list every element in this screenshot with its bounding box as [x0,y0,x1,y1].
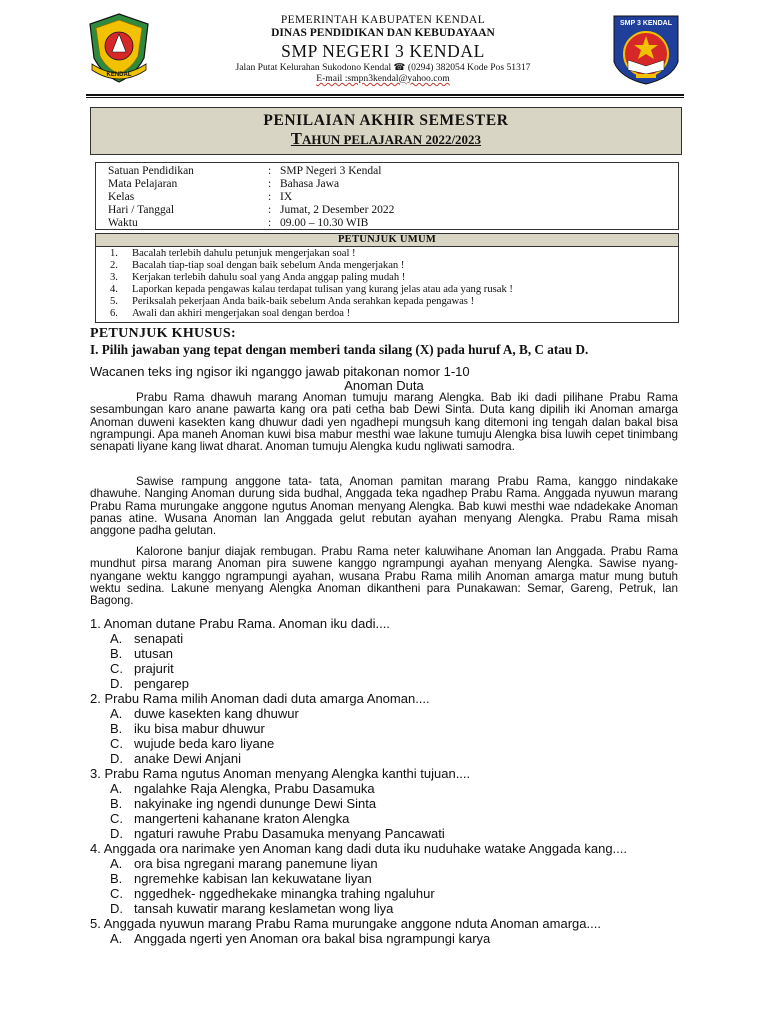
school-name: SMP NEGERI 3 KENDAL [281,41,485,61]
government-name: PEMERINTAH KABUPATEN KENDAL [280,14,486,26]
answer-option[interactable]: D. tansah kuwatir marang keslametan wong liya [110,901,394,916]
instruction-item: 3. Kerjakan terlebih dahulu soal yang Anda anggap paling mudah ! [110,272,406,283]
question: 4. Anggada ora narimake yen Anoman kang dadi duta iku nuduhake watake Anggada kang.... [90,841,628,856]
exam-title: PENILAIAN AKHIR SEMESTER [263,112,509,129]
story-paragraph: Prabu Rama dhawuh marang Anoman tumuju marang Alengka. Bab iki dadi pilihane Prabu Rama sesambungan karo anane pawarta kang ora pati cetha bab Dewi Sinta. Duta kang dipilih iki Anoman amarga Anoman duweni kasekten kang dhuwur dadi yen ngadhepi mungsuh kang ditemoni ing tengah dalan bakal bisa ngrampungi. Apa maneh Anoman kuwi bisa mabur mesthi wae lakune tumuju Alengka bisa luwih cepet tinimbang senapati liyane kang liwat dharat. Anoman tumuju Alengka kudu ngliwati samodra. [90,391,678,454]
info-row: Waktu : 09.00 – 10.30 WIB [108,217,369,229]
answer-option[interactable]: B. ngremehke kabisan lan kekuwatane liyan [110,871,372,886]
story-paragraph: Sawise rampung anggone tata- tata, Anoman pamitan marang Prabu Rama, kanggo nindakake dhawuhe. Nanging Anoman durung sida budhal, Anggada teka ngadhep Prabu Rama. Anggada nyuwun marang Prabu Rama murungake anggone ngutus Anoman menyang Alengka. Bab kuwi mesthi wae ndadekake Anoman panas atine. Wusana Anoman lan Anggada gelut rebutan ayahan menyang Alengka. Prabu Rama misah anggone padha gelutan. [90,475,678,538]
answer-option[interactable]: D. pengarep [110,676,189,691]
answer-option[interactable]: C. wujude beda karo liyane [110,736,275,751]
school-address: Jalan Putat Kelurahan Sukodono Kendal ☎ (0294) 382054 Kode Pos 51317 [235,62,531,73]
general-instructions-heading: PETUNJUK UMUM [96,234,678,247]
answer-option[interactable]: B. iku bisa mabur dhuwur [110,721,265,736]
letterhead-rule-thin [86,97,684,98]
instruction-item: 2. Bacalah tiap-tiap soal dengan baik sebelum Anda mengerjakan ! [110,260,405,271]
specific-instructions-heading: PETUNJUK KHUSUS: [90,326,236,341]
svg-text:KENDAL: KENDAL [106,72,132,78]
instruction-item: 5. Periksalah pekerjaan Anda baik-baik sebelum Anda serahkan kepada pengawas ! [110,296,475,307]
answer-option[interactable]: A. Anggada ngerti yen Anoman ora bakal bisa ngrampungi karya [110,931,491,946]
answer-option[interactable]: C. prajurit [110,661,174,676]
answer-option[interactable]: D. ngaturi rawuhe Prabu Dasamuka menyang Pancawati [110,826,445,841]
answer-option[interactable]: A. senapati [110,631,184,646]
story-title: Anoman Duta [344,378,424,393]
letterhead [160,14,606,84]
instruction-item: 1. Bacalah terlebih dahulu petunjuk mengerjakan soal ! [110,248,356,259]
question: 2. Prabu Rama milih Anoman dadi duta amarga Anoman.... [90,691,430,706]
answer-option[interactable]: D. anake Dewi Anjani [110,751,241,766]
school-logo [612,14,680,86]
info-row: Hari / Tanggal : Jumat, 2 Desember 2022 [108,204,395,216]
story-paragraph: Kalorone banjur diajak rembugan. Prabu Rama neter kaluwihane Anoman lan Anggada. Prabu Rama mundhut pirsa marang Anoman pira suwene kanggo ngrampungi ayahan menyang Alengka. Sawise nyang- nyangane wektu kanggo ngrampungi ayahan, wusana Prabu Rama milih Anoman amarga matur mung butuh wektu sedina. Lakune menyang Alengka Anoman dikantheni para Punakawan: Semar, Gareng, Petruk, lan Bagong. [90,545,678,608]
info-row: Kelas : IX [108,191,293,203]
question: 5. Anggada nyuwun marang Prabu Rama murungake anggone nduta Anoman amarga.... [90,916,601,931]
kendal-regency-logo [86,12,152,84]
question: 3. Prabu Rama ngutus Anoman menyang Alengka kanthi tujuan.... [90,766,471,781]
department-name: DINAS PENDIDIKAN DAN KEBUDAYAAN [271,27,495,39]
info-row: Satuan Pendidikan : SMP Negeri 3 Kendal [108,165,382,177]
section-instruction: I. Pilih jawaban yang tepat dengan memberi tanda silang (X) pada huruf A, B, C atau D. [90,342,589,357]
svg-text:SMP 3 KENDAL: SMP 3 KENDAL [620,20,672,27]
answer-option[interactable]: C. nggedhek- nggedhekake minangka trahing ngaluhur [110,886,435,901]
instruction-item: 6. Awali dan akhiri mengerjakan soal dengan berdoa ! [110,308,351,319]
info-row: Mata Pelajaran : Bahasa Jawa [108,178,340,190]
answer-option[interactable]: C. mangerteni kahanane kraton Alengka [110,811,350,826]
exam-title-box [90,107,682,155]
academic-year: TAHUN PELAJARAN 2022/2023 [290,129,482,148]
answer-option[interactable]: B. nakyinake ing ngendi dununge Dewi Sinta [110,796,377,811]
question: 1. Anoman dutane Prabu Rama. Anoman iku dadi.... [90,616,390,631]
reading-intro: Wacanen teks ing ngisor iki nganggo jawab pitakonan nomor 1-10 [90,364,470,379]
answer-option[interactable]: A. ora bisa ngregani marang panemune liyan [110,856,378,871]
letterhead-rule [86,94,684,96]
school-email: E-mail :smpn3kendal@yahoo.com [316,73,450,84]
answer-option[interactable]: A. duwe kasekten kang dhuwur [110,706,299,721]
answer-option[interactable]: A. ngalahke Raja Alengka, Prabu Dasamuka [110,781,375,796]
answer-option[interactable]: B. utusan [110,646,174,661]
instruction-item: 4. Laporkan kepada pengawas kalau terdapat tulisan yang kurang jelas atau ada yang rusak ! [110,284,513,295]
